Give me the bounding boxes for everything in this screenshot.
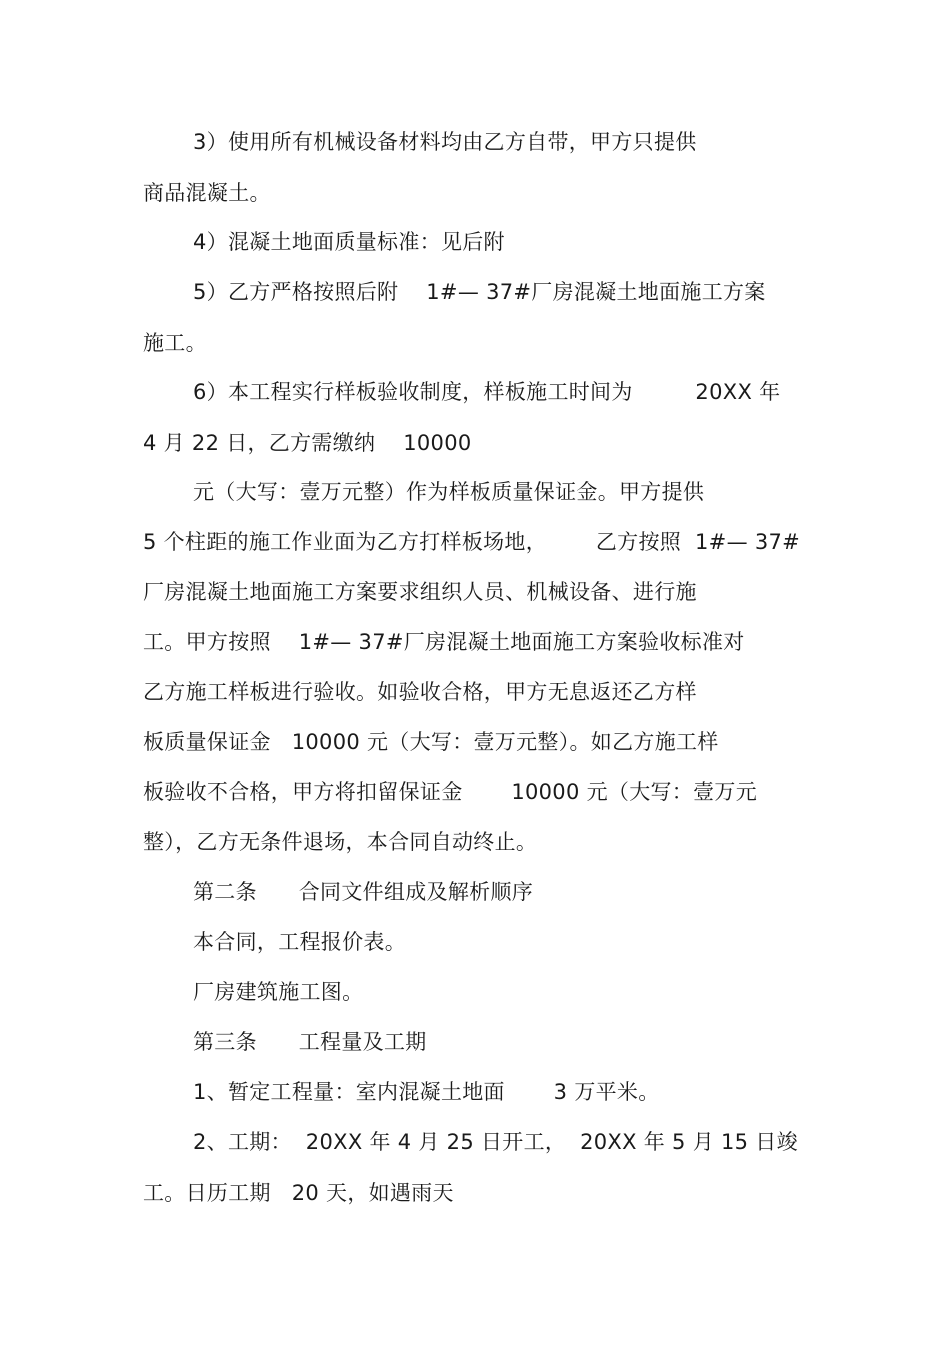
text-line: 乙方施工样板进行验收。如验收合格，甲方无息返还乙方样 xyxy=(143,680,697,704)
text-line: 工。日历工期 20 天，如遇雨天 xyxy=(143,1181,454,1205)
text-line: 4）混凝土地面质量标准：见后附 xyxy=(193,230,505,254)
text-line: 本合同，工程报价表。 xyxy=(193,930,406,954)
text-line: 2、工期： 20XX 年 4 月 25 日开工， 20XX 年 5 月 15 日竣 xyxy=(193,1130,798,1154)
text-line: 工。甲方按照 1#— 37#厂房混凝土地面施工方案验收标准对 xyxy=(143,630,745,654)
text-line: 板验收不合格，甲方将扣留保证金 10000 元（大写：壹万元 xyxy=(143,780,758,804)
text-line: 厂房混凝土地面施工方案要求组织人员、机械设备、进行施 xyxy=(143,580,697,604)
text-line: 板质量保证金 10000 元（大写：壹万元整）。如乙方施工样 xyxy=(143,730,719,754)
text-line: 商品混凝土。 xyxy=(143,181,271,205)
section-heading: 第三条 工程量及工期 xyxy=(193,1030,427,1054)
text-line: 元（大写：壹万元整）作为样板质量保证金。甲方提供 xyxy=(193,480,705,504)
text-line: 施工。 xyxy=(143,331,207,355)
text-line: 1、暂定工程量：室内混凝土地面 3 万平米。 xyxy=(193,1080,660,1104)
text-line: 3）使用所有机械设备材料均由乙方自带，甲方只提供 xyxy=(193,130,697,154)
section-heading: 第二条 合同文件组成及解析顺序 xyxy=(193,880,534,904)
text-line: 6）本工程实行样板验收制度，样板施工时间为 20XX 年 xyxy=(193,380,781,404)
text-line: 4 月 22 日，乙方需缴纳 10000 xyxy=(143,431,472,455)
text-line: 厂房建筑施工图。 xyxy=(193,980,364,1004)
text-line: 5 个柱距的施工作业面为乙方打样板场地， 乙方按照 1#— 37# xyxy=(143,530,801,554)
text-line: 整），乙方无条件退场，本合同自动终止。 xyxy=(143,830,538,854)
text-line: 5）乙方严格按照后附 1#— 37#厂房混凝土地面施工方案 xyxy=(193,280,766,304)
